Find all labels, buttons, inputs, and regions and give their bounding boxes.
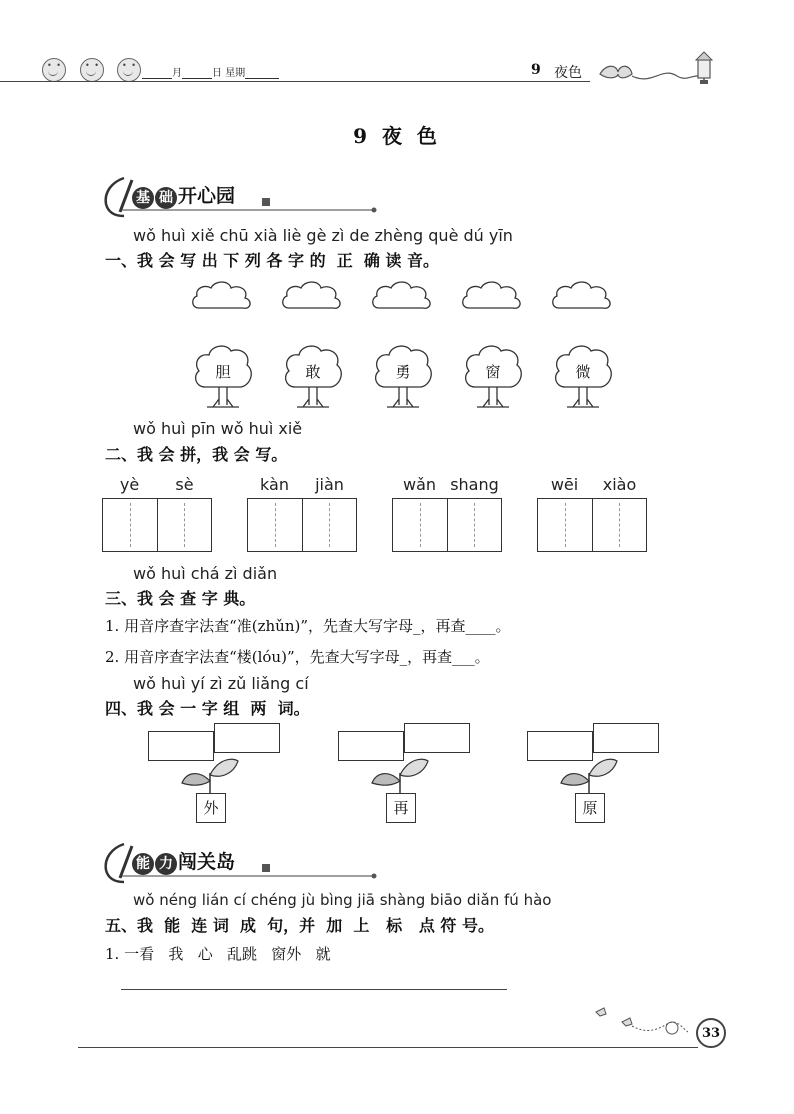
weekday-blank[interactable] [245, 68, 279, 79]
tianzige-grid[interactable] [392, 498, 502, 552]
tree-char-label: 胆 [215, 363, 231, 381]
pinyin-syllable: yè [119, 475, 140, 494]
cloud-answer-box[interactable] [279, 278, 343, 318]
plant-pot-char: 原 [575, 793, 605, 823]
word-answer-box[interactable] [593, 723, 659, 753]
bird-vine-decoration [592, 1002, 692, 1042]
month-blank[interactable] [142, 68, 172, 79]
answer-line[interactable] [121, 989, 507, 990]
q3-question: 三、我 会 查 字 典。 [105, 589, 256, 608]
word-pinyin [392, 475, 502, 494]
q5-pinyin: wǒ néng lián cí chéng jù bìng jiā shàng biāo diǎn fú hào [133, 891, 552, 909]
cloud-icon [279, 278, 343, 314]
tianzige-cell[interactable] [103, 499, 157, 551]
section-title: 闯关岛 [178, 851, 236, 873]
section-banner-basics [102, 176, 382, 218]
tianzige-cell[interactable] [302, 499, 357, 551]
pinyin-syllable: wǎn [402, 475, 437, 494]
cloud-icon [189, 278, 253, 314]
page-number: 33 [696, 1018, 726, 1048]
tianzige-cell[interactable] [447, 499, 502, 551]
q2-pinyin: wǒ huì pīn wǒ huì xiě [133, 419, 303, 438]
section-title: 开心园 [178, 185, 236, 207]
smiley-face-icon [117, 58, 139, 80]
cloud-icon [459, 278, 523, 314]
tree-char-label: 勇 [395, 363, 411, 381]
tree-character [281, 343, 345, 415]
leaf-icon [178, 753, 242, 797]
cloud-answer-box[interactable] [189, 278, 253, 318]
word-plant [527, 723, 659, 828]
banner-badge: 础 [155, 187, 177, 209]
tree-char-label: 微 [575, 363, 591, 381]
page-title: 9 夜 色 [353, 124, 441, 148]
tree-character [461, 343, 525, 415]
q1-question: 一、我 会 写 出 下 列 各 字 的 正 确 读 音。 [105, 251, 439, 270]
word-pinyin [247, 475, 357, 494]
tree-char-label: 窗 [485, 363, 501, 381]
q4-pinyin: wǒ huì yí zì zǔ liǎng cí [133, 674, 309, 693]
tianzige-grid[interactable] [537, 498, 647, 552]
cloud-icon [549, 278, 613, 314]
banner-badge: 基 [132, 187, 154, 209]
pinyin-syllable: wēi [550, 475, 579, 494]
q5-item: 1. 一看 我 心 乱跳 窗外 就 [105, 945, 331, 963]
q3-pinyin: wǒ huì chá zì diǎn [133, 564, 278, 583]
word-answer-box[interactable] [404, 723, 470, 753]
header-rule [0, 81, 590, 82]
date-fields [142, 64, 279, 79]
q2-question: 二、我 会 拼，我 会 写。 [105, 445, 288, 464]
footer-rule [78, 1047, 698, 1048]
word-answer-box[interactable] [214, 723, 280, 753]
tianzige-cell[interactable] [248, 499, 302, 551]
tianzige-cell[interactable] [538, 499, 592, 551]
tree-character [191, 343, 255, 415]
q4-question: 四、我 会 一 字 组 两 词。 [105, 699, 310, 718]
butterfly-lantern-decoration [592, 46, 732, 92]
cloud-answer-box[interactable] [549, 278, 613, 318]
pinyin-syllable: xiào [602, 475, 637, 494]
lesson-number: 9 [531, 62, 541, 78]
pinyin-syllable: kàn [260, 475, 289, 494]
banner-badge: 力 [155, 853, 177, 875]
tree-char-label: 敢 [305, 363, 321, 381]
q3-item: 2. 用音序查字法查“楼(lóu)”，先查大写字母_，再查___。 [105, 648, 490, 666]
word-plant [338, 723, 470, 828]
q3-item: 1. 用音序查字法查“准(zhǔn)”，先查大写字母_，再查____。 [105, 617, 511, 635]
month-label: 月 [172, 68, 182, 79]
plant-pot-char: 外 [196, 793, 226, 823]
plant-pot-char: 再 [386, 793, 416, 823]
word-pinyin [537, 475, 647, 494]
q5-question: 五、我 能 连 词 成 句，并 加 上 标 点 符 号。 [105, 916, 494, 935]
pinyin-syllable: shang [450, 475, 499, 494]
tianzige-grid[interactable] [102, 498, 212, 552]
banner-square-icon [262, 864, 270, 872]
tianzige-cell[interactable] [157, 499, 212, 551]
cloud-icon [369, 278, 433, 314]
day-blank[interactable] [182, 68, 212, 79]
q1-pinyin: wǒ huì xiě chū xià liè gè zì de zhèng què dú yīn [133, 226, 513, 245]
day-label: 日 [212, 68, 222, 79]
cloud-answer-box[interactable] [369, 278, 433, 318]
banner-square-icon [262, 198, 270, 206]
pinyin-syllable: sè [175, 475, 194, 494]
word-plant [148, 723, 280, 828]
tianzige-cell[interactable] [393, 499, 447, 551]
tree-character [371, 343, 435, 415]
smiley-face-icon [42, 58, 64, 80]
lesson-name: 夜色 [554, 65, 582, 81]
tianzige-cell[interactable] [592, 499, 647, 551]
word-pinyin [102, 475, 212, 494]
leaf-icon [557, 753, 621, 797]
smiley-face-icon [80, 58, 102, 80]
tree-character [551, 343, 615, 415]
weekday-label: 星期 [225, 68, 246, 79]
leaf-icon [368, 753, 432, 797]
banner-badge: 能 [132, 853, 154, 875]
pinyin-syllable: jiàn [315, 475, 344, 494]
tianzige-grid[interactable] [247, 498, 357, 552]
cloud-answer-box[interactable] [459, 278, 523, 318]
section-banner-ability [102, 842, 382, 884]
